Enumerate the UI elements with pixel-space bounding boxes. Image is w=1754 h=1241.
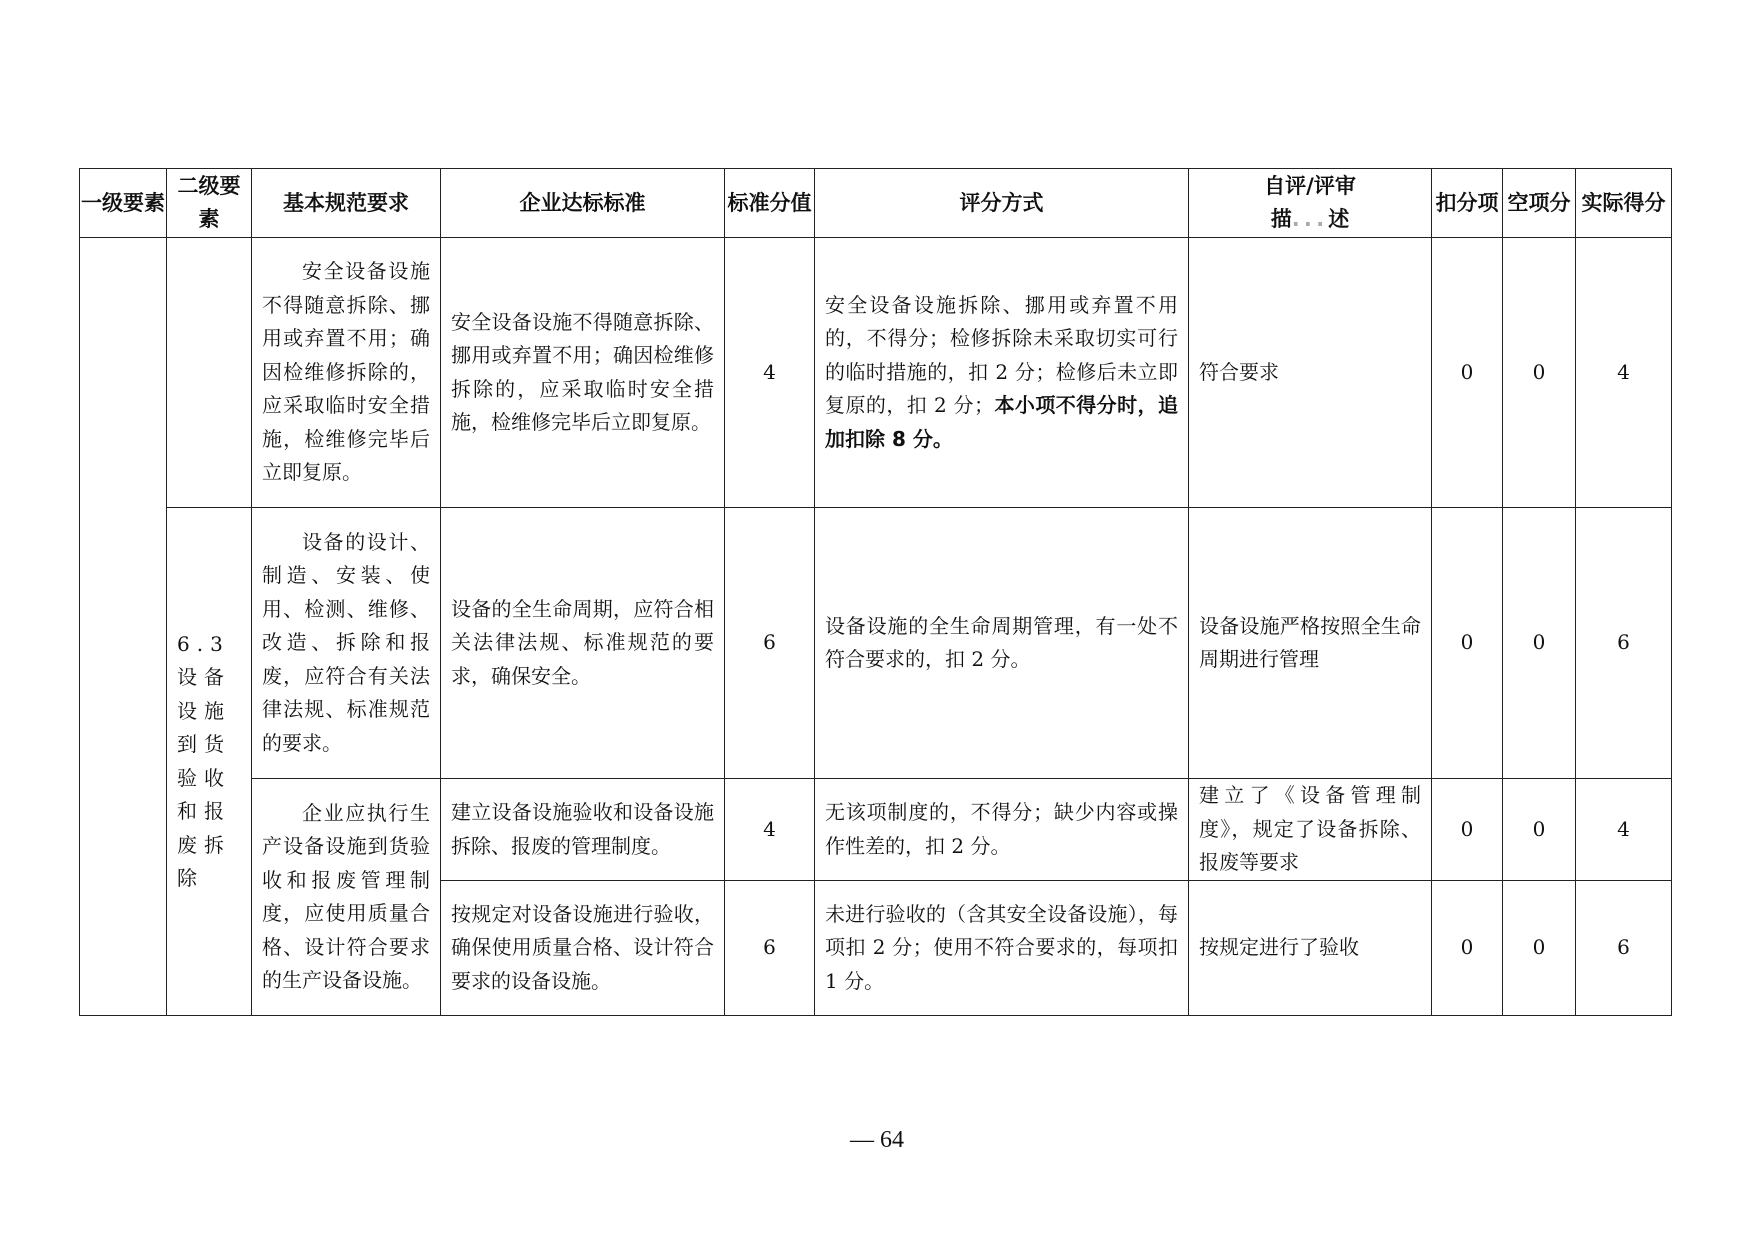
header-review-line1: 自评/评审 — [1264, 174, 1356, 198]
actual-cell: 4 — [1576, 238, 1672, 508]
requirement-cell: 设备的设计、制造、安装、使用、检测、维修、改造、拆除和报废，应符合有关法律法规、标准规范的要求。 — [252, 508, 441, 779]
review-cell: 设备设施严格按照全生命周期进行管理 — [1189, 508, 1432, 779]
header-standard: 企业达标标准 — [441, 169, 725, 238]
deduct-cell: 0 — [1432, 779, 1503, 881]
header-method: 评分方式 — [815, 169, 1189, 238]
actual-cell: 6 — [1576, 508, 1672, 779]
standard-cell: 按规定对设备设施进行验收，确保使用质量合格、设计符合要求的设备设施。 — [441, 881, 725, 1016]
review-cell: 符合要求 — [1189, 238, 1432, 508]
review-cell: 建立了《设备管理制度》，规定了设备拆除、报废等要求 — [1189, 779, 1432, 881]
header-review-char1: 描 — [1270, 207, 1292, 231]
header-empty: 空项分 — [1503, 169, 1576, 238]
page-number: — 64 — [850, 1127, 904, 1153]
header-review — [1189, 169, 1432, 238]
header-review-dots: ... — [1291, 207, 1329, 231]
header-level1: 一级要素 — [80, 169, 167, 238]
header-row — [80, 169, 1672, 238]
score-cell: 4 — [725, 238, 815, 508]
score-cell: 6 — [725, 508, 815, 779]
table-row — [80, 238, 1672, 508]
header-review-char2: 述 — [1328, 207, 1350, 231]
header-review-line2 — [1190, 203, 1430, 236]
method-cell: 未进行验收的（含其安全设备设施），每项扣 2 分；使用不符合要求的，每项扣 1 分。 — [815, 881, 1189, 1016]
score-cell: 4 — [725, 779, 815, 881]
actual-cell: 4 — [1576, 779, 1672, 881]
deduct-cell: 0 — [1432, 881, 1503, 1016]
requirement-cell: 安全设备设施不得随意拆除、挪用或弃置不用；确因检维修拆除的，应采取临时安全措施，检维修完毕后立即复原。 — [252, 238, 441, 508]
score-cell: 6 — [725, 881, 815, 1016]
method-bold-text: 本小项不得分时，追加扣除 8 分。 — [825, 393, 1178, 451]
method-cell: 设备设施的全生命周期管理，有一处不符合要求的，扣 2 分。 — [815, 508, 1189, 779]
header-deduct: 扣分项 — [1432, 169, 1503, 238]
table-row — [80, 779, 1672, 881]
header-score: 标准分值 — [725, 169, 815, 238]
review-cell: 按规定进行了验收 — [1189, 881, 1432, 1016]
empty-cell: 0 — [1503, 508, 1576, 779]
standards-table — [79, 168, 1672, 1016]
deduct-cell: 0 — [1432, 508, 1503, 779]
header-level2: 二级要素 — [167, 169, 252, 238]
requirement-cell: 企业应执行生产设备设施到货验收和报废管理制度，应使用质量合格、设计符合要求的生产设备设施。 — [252, 779, 441, 1016]
method-text: 安全设备设施拆除、挪用或弃置不用的，不得分；检修拆除未采取切实可行的临时措施的，扣 2 分；检修后未立即复原的，扣 2 分； — [825, 292, 1178, 418]
level2-section: 6.3 设备设施到货验收和报废拆除 — [167, 508, 252, 1016]
header-actual: 实际得分 — [1576, 169, 1672, 238]
standard-cell: 安全设备设施不得随意拆除、挪用或弃置不用；确因检维修拆除的，应采取临时安全措施，检维修完毕后立即复原。 — [441, 238, 725, 508]
level2-cell-empty — [167, 238, 252, 508]
empty-cell: 0 — [1503, 238, 1576, 508]
level1-cell — [80, 238, 167, 1016]
standard-cell: 设备的全生命周期，应符合相关法律法规、标准规范的要求，确保安全。 — [441, 508, 725, 779]
actual-cell: 6 — [1576, 881, 1672, 1016]
standard-cell: 建立设备设施验收和设备设施拆除、报废的管理制度。 — [441, 779, 725, 881]
header-requirement: 基本规范要求 — [252, 169, 441, 238]
empty-cell: 0 — [1503, 779, 1576, 881]
method-cell — [815, 238, 1189, 508]
method-cell: 无该项制度的，不得分；缺少内容或操作性差的，扣 2 分。 — [815, 779, 1189, 881]
empty-cell: 0 — [1503, 881, 1576, 1016]
deduct-cell: 0 — [1432, 238, 1503, 508]
table-row — [80, 508, 1672, 779]
